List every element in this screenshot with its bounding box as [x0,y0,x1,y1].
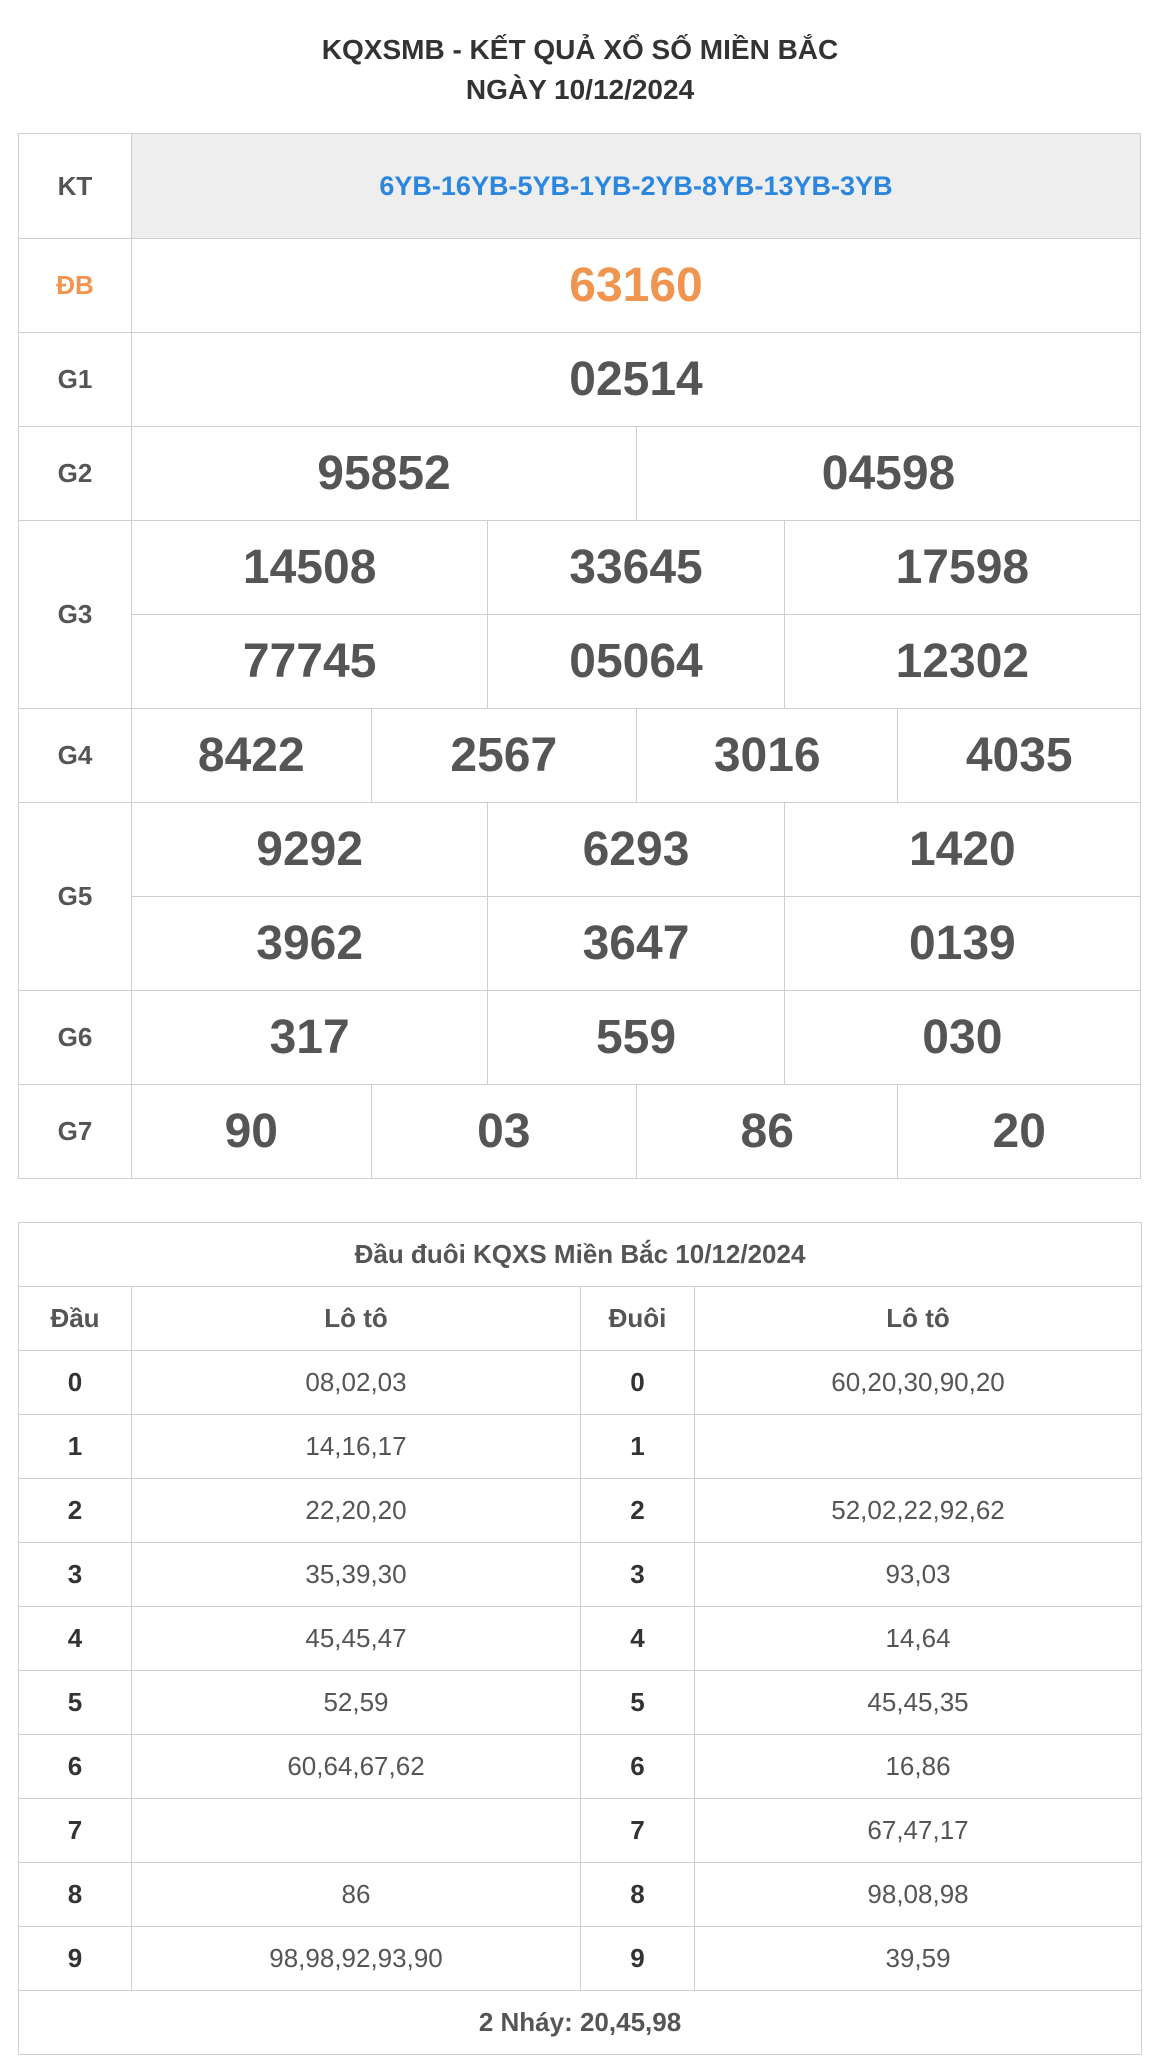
duoi-loto-values: 39,59 [695,1927,1142,1991]
table-row [19,1799,1142,1863]
duoi-digit: 2 [581,1479,695,1543]
g6-row [19,991,1141,1085]
duoi-loto-values [695,1415,1142,1479]
dau-loto-values: 98,98,92,93,90 [132,1927,581,1991]
dau-loto-values: 35,39,30 [132,1543,581,1607]
dau-loto-values: 08,02,03 [132,1351,581,1415]
results-table [18,133,1141,1179]
g4-number: 3016 [636,709,897,802]
g5-number: 6293 [487,803,783,896]
dau-digit: 4 [19,1607,132,1671]
dau-digit: 0 [19,1351,132,1415]
g6-number: 030 [784,991,1140,1084]
g7-label: G7 [19,1085,132,1179]
title-line-1: KQXSMB - KẾT QUẢ XỔ SỐ MIỀN BẮC [321,34,839,65]
duoi-loto-values: 45,45,35 [695,1671,1142,1735]
dau-loto-values: 60,64,67,62 [132,1735,581,1799]
dau-digit: 3 [19,1543,132,1607]
g6-number: 559 [487,991,783,1084]
col-header-loto: Lô tô [695,1287,1142,1351]
loto-table [18,1222,1142,2055]
dau-loto-values: 45,45,47 [132,1607,581,1671]
g6-numbers [132,991,1140,1084]
duoi-loto-values: 98,08,98 [695,1863,1142,1927]
g2-row [19,427,1141,521]
page-title [0,30,1160,110]
table-row [19,1671,1142,1735]
g3-number: 14508 [242,541,377,594]
g6-number: 317 [269,1011,350,1064]
table-row [19,1351,1142,1415]
g3-row-1 [19,521,1141,615]
g3-numbers-1 [132,521,1140,614]
g2-label: G2 [19,427,132,521]
g3-number: 33645 [487,521,783,614]
g5-number: 9292 [256,823,364,876]
duoi-digit: 4 [581,1607,695,1671]
g5-numbers-2 [132,897,1140,990]
title-line-2: NGÀY 10/12/2024 [465,74,695,105]
g7-number: 03 [371,1085,636,1178]
duoi-digit: 0 [581,1351,695,1415]
table-row [19,1607,1142,1671]
duoi-digit: 3 [581,1543,695,1607]
g3-number: 12302 [784,615,1140,708]
duoi-loto-values: 52,02,22,92,62 [695,1479,1142,1543]
duoi-digit: 9 [581,1927,695,1991]
col-header-loto: Lô tô [132,1287,581,1351]
dau-digit: 6 [19,1735,132,1799]
g4-number: 2567 [371,709,636,802]
g3-label: G3 [19,521,132,709]
dau-digit: 7 [19,1799,132,1863]
g3-number: 77745 [242,635,377,688]
g2-number: 04598 [636,427,1140,520]
dau-digit: 2 [19,1479,132,1543]
table-row [19,1735,1142,1799]
g7-row [19,1085,1141,1179]
g5-numbers-1 [132,803,1140,896]
g1-row [19,333,1141,427]
duoi-loto-values: 16,86 [695,1735,1142,1799]
dau-digit: 1 [19,1415,132,1479]
kt-codes: 6YB-16YB-5YB-1YB-2YB-8YB-13YB-3YB [132,134,1141,239]
duoi-digit: 5 [581,1671,695,1735]
g5-number: 0139 [784,897,1140,990]
kt-label: KT [19,134,132,239]
duoi-loto-values: 60,20,30,90,20 [695,1351,1142,1415]
dau-digit: 9 [19,1927,132,1991]
g4-number: 4035 [897,709,1140,802]
table-row [19,1415,1142,1479]
g7-number: 90 [224,1105,278,1158]
g1-number: 02514 [132,333,1141,427]
loto-caption: Đầu đuôi KQXS Miền Bắc 10/12/2024 [19,1223,1142,1287]
dau-loto-values [132,1799,581,1863]
g5-label: G5 [19,803,132,991]
db-row [19,239,1141,333]
table-row [19,1543,1142,1607]
g3-number: 05064 [487,615,783,708]
g4-number: 8422 [197,729,305,782]
loto-header-row [19,1287,1142,1351]
g2-numbers [132,427,1140,520]
g3-row-2 [19,615,1141,709]
g5-number: 3647 [487,897,783,990]
dau-loto-values: 22,20,20 [132,1479,581,1543]
g3-numbers-2 [132,615,1140,708]
g2-number: 95852 [317,447,451,500]
dau-digit: 5 [19,1671,132,1735]
dau-loto-values: 52,59 [132,1671,581,1735]
col-header-dau: Đầu [19,1287,132,1351]
duoi-loto-values: 93,03 [695,1543,1142,1607]
g5-number: 3962 [256,917,364,970]
duoi-digit: 6 [581,1735,695,1799]
kt-row [19,134,1141,239]
g1-label: G1 [19,333,132,427]
g7-number: 20 [897,1085,1140,1178]
g3-number: 17598 [784,521,1140,614]
g5-row-2 [19,897,1141,991]
two-hits-summary: 2 Nháy: 20,45,98 [19,1991,1142,2055]
db-label: ĐB [19,239,132,333]
duoi-digit: 8 [581,1863,695,1927]
g5-number: 1420 [784,803,1140,896]
g4-row [19,709,1141,803]
duoi-loto-values: 14,64 [695,1607,1142,1671]
dau-digit: 8 [19,1863,132,1927]
table-row [19,1927,1142,1991]
g5-row-1 [19,803,1141,897]
col-header-duoi: Đuôi [581,1287,695,1351]
table-row [19,1863,1142,1927]
g7-numbers [132,1085,1140,1178]
dau-loto-values: 86 [132,1863,581,1927]
g4-numbers [132,709,1140,802]
table-row [19,1479,1142,1543]
dau-loto-values: 14,16,17 [132,1415,581,1479]
duoi-digit: 7 [581,1799,695,1863]
g7-number: 86 [636,1085,897,1178]
duoi-loto-values: 67,47,17 [695,1799,1142,1863]
duoi-digit: 1 [581,1415,695,1479]
g6-label: G6 [19,991,132,1085]
special-prize-number: 63160 [132,239,1141,333]
g4-label: G4 [19,709,132,803]
